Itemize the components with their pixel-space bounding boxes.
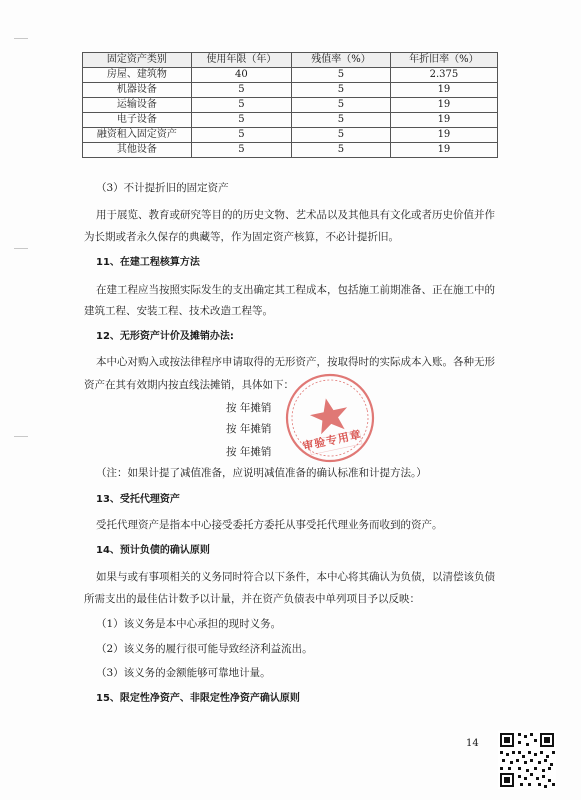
table-cell: 电子设备 xyxy=(83,113,192,128)
table-cell: 运输设备 xyxy=(83,98,192,113)
table-cell: 19 xyxy=(390,128,497,143)
scan-edge-mark xyxy=(14,436,28,437)
list-item: （1）该义务是本中心承担的现时义务。 xyxy=(96,618,282,630)
page-number: 14 xyxy=(466,738,479,749)
paragraph-line: 为长期或者永久保存的典藏等，作为固定资产核算，不必计提折旧。 xyxy=(84,231,399,243)
paragraph-line: 如果与或有事项相关的义务同时符合以下条件，本中心将其确认为负债，以清偿该负债 xyxy=(96,571,495,583)
paragraph-line: 在建工程应当按照实际发生的支出确定其工程成本，包括施工前期准备、正在施工中的 xyxy=(96,284,495,296)
table-header-cell: 年折旧率（%） xyxy=(390,53,497,68)
paragraph-line: 本中心对购入或按法律程序申请取得的无形资产，按取得时的实际成本入账。各种无形 xyxy=(96,356,495,368)
table-cell: 其他设备 xyxy=(83,143,192,158)
table-cell: 5 xyxy=(191,98,291,113)
table-row xyxy=(83,83,498,98)
table-cell: 房屋、建筑物 xyxy=(83,68,192,83)
section-13-title: 13、受托代理资产 xyxy=(96,494,180,505)
table-header-cell: 残值率（%） xyxy=(292,53,391,68)
table-cell: 5 xyxy=(292,113,391,128)
section-12-title: 12、无形资产计价及摊销办法: xyxy=(96,331,234,342)
table-row xyxy=(83,113,498,128)
table-cell: 5 xyxy=(191,113,291,128)
table-cell: 19 xyxy=(390,143,497,158)
scan-edge-mark xyxy=(14,248,28,249)
table-header-cell: 使用年限（年） xyxy=(191,53,291,68)
table-cell: 5 xyxy=(292,143,391,158)
list-item: （3）该义务的金额能够可靠地计量。 xyxy=(96,667,271,679)
qr-code-icon xyxy=(498,731,556,789)
item-3-heading: （3）不计提折旧的固定资产 xyxy=(96,182,229,194)
table-cell: 5 xyxy=(292,83,391,98)
amortization-line: 按 年摊销 xyxy=(226,402,272,414)
table-cell: 机器设备 xyxy=(83,83,192,98)
paragraph-line: 所需支出的最佳估计数予以计量，并在资产负债表中单列项目予以反映： xyxy=(84,593,420,605)
paragraph-line: 用于展览、教育或研究等目的的历史文物、艺术品以及其他具有文化或者历史价值并作 xyxy=(96,209,495,221)
table-cell: 2.375 xyxy=(390,68,497,83)
paragraph-line: 资产在其有效期内按直线法摊销，具体如下： xyxy=(84,379,294,391)
amortization-line: 按 年摊销 xyxy=(226,446,272,458)
table-cell: 5 xyxy=(191,128,291,143)
paragraph-line: 受托代理资产是指本中心接受委托方委托从事受托代理业务而收到的资产。 xyxy=(96,519,443,531)
note-line: （注：如果计提了减值准备，应说明减值准备的确认标准和计提方法。） xyxy=(96,467,427,479)
table-cell: 19 xyxy=(390,83,497,98)
table-row xyxy=(83,143,498,158)
paragraph-line: 建筑工程、安装工程、技术改造工程等。 xyxy=(84,305,273,317)
table-row xyxy=(83,128,498,143)
official-seal-stamp xyxy=(284,372,376,464)
table-cell: 5 xyxy=(292,68,391,83)
section-15-title: 15、限定性净资产、非限定性净资产确认原则 xyxy=(96,693,300,704)
table-cell: 19 xyxy=(390,98,497,113)
table-row xyxy=(83,68,498,83)
table-cell: 5 xyxy=(292,128,391,143)
table-cell: 5 xyxy=(191,143,291,158)
table-cell: 5 xyxy=(191,83,291,98)
table-cell: 融资租入固定资产 xyxy=(83,128,192,143)
table-cell: 19 xyxy=(390,113,497,128)
table-header-row xyxy=(83,53,498,68)
table-header-cell: 固定资产类别 xyxy=(83,53,192,68)
table-row xyxy=(83,98,498,113)
amortization-line: 按 年摊销 xyxy=(226,423,272,435)
section-11-title: 11、在建工程核算方法 xyxy=(96,257,200,268)
section-14-title: 14、预计负债的确认原则 xyxy=(96,545,210,556)
fixed-asset-depreciation-table xyxy=(82,52,498,158)
table-cell: 40 xyxy=(191,68,291,83)
table-cell: 5 xyxy=(292,98,391,113)
stamp-label: 审验专用章 xyxy=(301,427,363,454)
list-item: （2）该义务的履行很可能导致经济利益流出。 xyxy=(96,643,313,655)
scan-edge-mark xyxy=(14,38,28,39)
